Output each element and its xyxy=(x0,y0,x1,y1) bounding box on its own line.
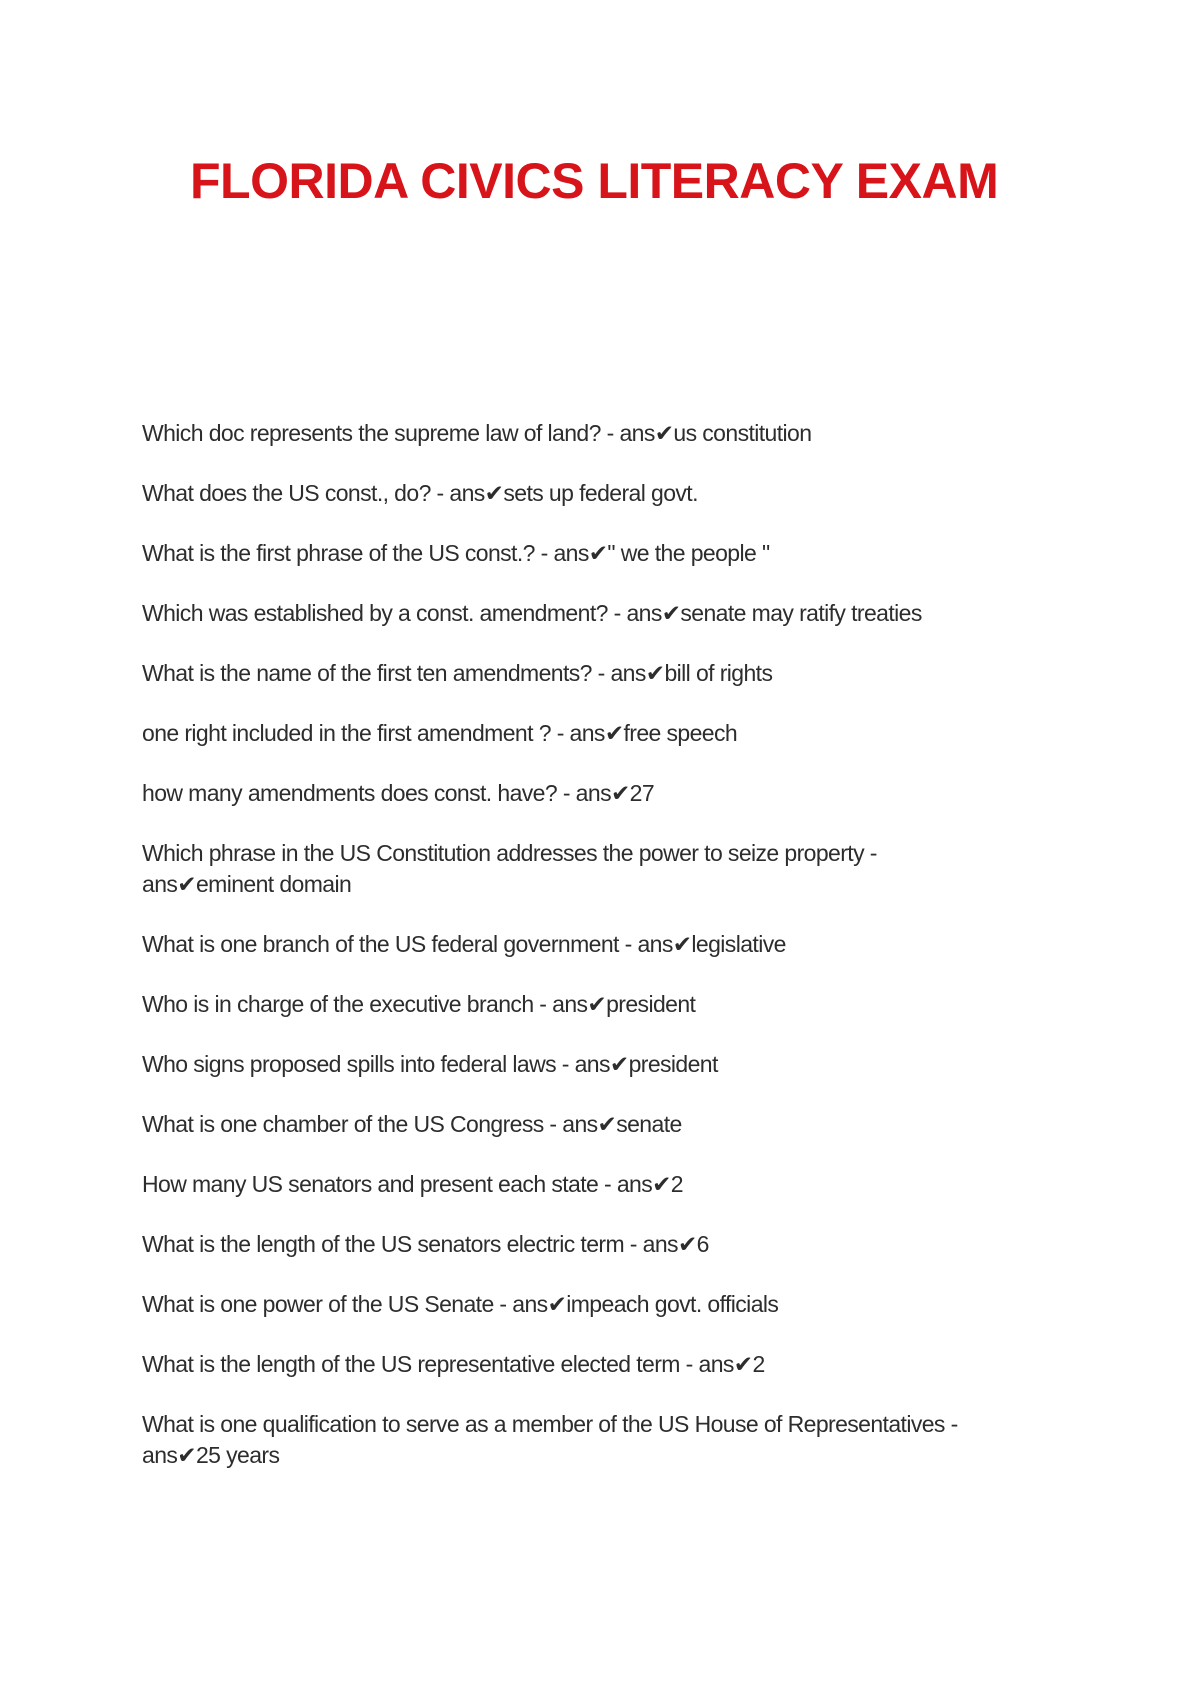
qa-item-5: What is the name of the first ten amendments? - ans✔bill of rights xyxy=(142,660,773,686)
qa-item-8: Which phrase in the US Constitution addresses the power to seize property - ans✔eminent domain xyxy=(142,840,877,897)
qa-item-15: What is one power of the US Senate - ans✔impeach govt. officials xyxy=(142,1291,779,1317)
qa-item-9: What is one branch of the US federal government - ans✔legislative xyxy=(142,931,786,957)
page-title: FLORIDA CIVICS LITERACY EXAM xyxy=(190,153,999,209)
qa-item-12: What is one chamber of the US Congress - ans✔senate xyxy=(142,1111,682,1137)
qa-item-16: What is the length of the US representative elected term - ans✔2 xyxy=(142,1351,765,1377)
qa-item-2: What does the US const., do? - ans✔sets up federal govt. xyxy=(142,480,698,506)
qa-item-10: Who is in charge of the executive branch - ans✔president xyxy=(142,991,696,1017)
qa-item-7: how many amendments does const. have? - ans✔27 xyxy=(142,780,655,806)
qa-item-11: Who signs proposed spills into federal laws - ans✔president xyxy=(142,1051,718,1077)
qa-item-17: What is one qualification to serve as a member of the US House of Representatives - ans✔25 years xyxy=(142,1411,958,1468)
qa-item-6: one right included in the first amendment ? - ans✔free speech xyxy=(142,720,738,746)
qa-item-1: Which doc represents the supreme law of land? - ans✔us constitution xyxy=(142,420,812,446)
question-answer-list xyxy=(142,418,1022,1500)
qa-item-3: What is the first phrase of the US const.? - ans✔" we the people " xyxy=(142,540,770,566)
qa-item-14: What is the length of the US senators electric term - ans✔6 xyxy=(142,1231,709,1257)
qa-item-13: How many US senators and present each state - ans✔2 xyxy=(142,1171,683,1197)
qa-item-4: Which was established by a const. amendment? - ans✔senate may ratify treaties xyxy=(142,600,922,626)
